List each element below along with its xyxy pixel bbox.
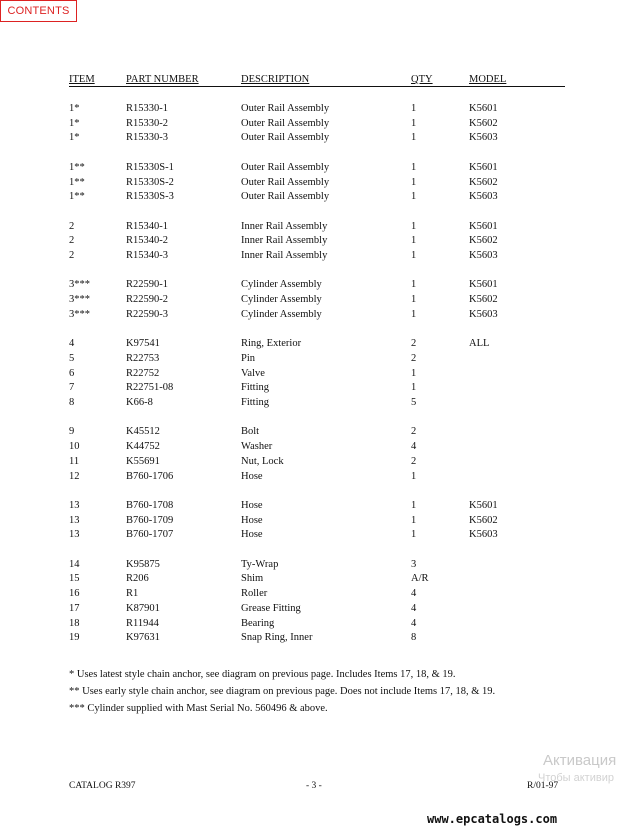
activation-watermark-subtitle: Чтобы активир <box>538 772 614 784</box>
cell-desc: Outer Rail Assembly <box>241 191 330 203</box>
cell-desc: Cylinder Assembly <box>241 294 322 306</box>
footnote-3: *** Cylinder supplied with Mast Serial No. 560496 & above. <box>69 703 328 714</box>
cell-desc: Inner Rail Assembly <box>241 250 328 261</box>
table-row <box>0 426 638 440</box>
table-row <box>0 500 638 514</box>
cell-qty: 1 <box>411 529 417 541</box>
cell-qty: 1 <box>411 161 417 173</box>
cell-part: R15330S-1 <box>126 161 174 173</box>
header-qty: QTY <box>411 74 433 85</box>
cell-desc: Inner Rail Assembly <box>241 235 328 247</box>
cell-model: K5603 <box>469 529 498 541</box>
table-row <box>0 456 638 470</box>
table-row <box>0 559 638 573</box>
cell-qty: 1 <box>411 191 417 203</box>
cell-qty: A/R <box>411 573 429 585</box>
cell-part: B760-1707 <box>126 529 174 541</box>
cell-desc: Bearing <box>241 617 275 629</box>
table-row <box>0 118 638 132</box>
cell-qty: 4 <box>411 617 417 629</box>
cell-qty: 1 <box>411 250 417 261</box>
footer-revision: R/01-97 <box>527 781 559 791</box>
header-item: ITEM <box>69 74 95 85</box>
header-divider <box>69 86 565 87</box>
cell-desc: Shim <box>241 573 264 585</box>
cell-qty: 1 <box>411 279 417 291</box>
cell-qty: 1 <box>411 514 417 526</box>
header-description: DESCRIPTION <box>241 74 310 85</box>
cell-part: R206 <box>126 573 149 585</box>
table-row <box>0 397 638 411</box>
cell-part: R15330S-2 <box>126 176 174 188</box>
cell-part: R15330-3 <box>126 132 168 144</box>
cell-model: K5603 <box>469 308 498 320</box>
cell-item: 3*** <box>69 294 90 306</box>
cell-model: K5601 <box>469 103 498 114</box>
table-row <box>0 191 638 205</box>
cell-qty: 1 <box>411 117 417 129</box>
cell-desc: Outer Rail Assembly <box>241 161 330 173</box>
cell-desc: Roller <box>241 588 268 600</box>
footer-catalog: CATALOG R397 <box>69 781 136 791</box>
cell-item: 2 <box>69 220 75 232</box>
cell-part: R15330-2 <box>126 117 168 129</box>
cell-part: R22590-3 <box>126 308 168 320</box>
cell-qty: 1 <box>411 382 417 394</box>
cell-model: K5601 <box>469 220 498 232</box>
table-row <box>0 353 638 367</box>
cell-part: R22590-2 <box>126 294 168 306</box>
cell-part: K95875 <box>126 558 160 570</box>
cell-model: K5602 <box>469 514 498 526</box>
header-model: MODEL <box>469 74 507 85</box>
cell-item: 17 <box>69 602 80 614</box>
table-row <box>0 235 638 249</box>
cell-desc: Washer <box>241 441 273 453</box>
table-row <box>0 368 638 382</box>
cell-desc: Grease Fitting <box>241 602 301 614</box>
cell-qty: 1 <box>411 499 417 511</box>
footnotes <box>69 666 495 717</box>
cell-desc: Snap Ring, Inner <box>241 632 313 644</box>
cell-item: 8 <box>69 397 75 408</box>
cell-desc: Cylinder Assembly <box>241 279 322 291</box>
table-row <box>0 177 638 191</box>
cell-qty: 4 <box>411 602 417 614</box>
cell-part: R15340-1 <box>126 220 168 232</box>
cell-qty: 1 <box>411 294 417 306</box>
cell-part: K97631 <box>126 632 160 644</box>
cell-model: K5601 <box>469 499 498 511</box>
cell-part: K87901 <box>126 602 160 614</box>
cell-part: R15340-2 <box>126 235 168 247</box>
cell-part: R15330S-3 <box>126 191 174 203</box>
cell-part: R22753 <box>126 352 160 364</box>
table-row <box>0 132 638 146</box>
footnote-2: ** Uses early style chain anchor, see diagram on previous page. Does not include Items 17, 18, & 19. <box>69 686 496 697</box>
table-row <box>0 309 638 323</box>
table-row <box>0 529 638 543</box>
site-url[interactable]: www.epcatalogs.com <box>427 812 558 826</box>
cell-item: 16 <box>69 588 80 600</box>
cell-model: K5602 <box>469 294 498 306</box>
cell-desc: Bolt <box>241 426 260 438</box>
cell-desc: Hose <box>241 499 263 511</box>
table-row <box>0 573 638 587</box>
cell-desc: Cylinder Assembly <box>241 308 322 320</box>
cell-item: 1** <box>69 176 85 188</box>
table-row <box>0 338 638 352</box>
table-row <box>0 471 638 485</box>
cell-item: 1* <box>69 103 80 114</box>
cell-qty: 1 <box>411 470 417 482</box>
cell-desc: Ty-Wrap <box>241 558 279 570</box>
table-row <box>0 603 638 617</box>
cell-qty: 2 <box>411 426 417 438</box>
table-row <box>0 618 638 632</box>
cell-desc: Fitting <box>241 382 270 394</box>
cell-desc: Valve <box>241 367 265 379</box>
table-row <box>0 588 638 602</box>
cell-desc: Outer Rail Assembly <box>241 117 330 129</box>
cell-item: 1* <box>69 117 80 129</box>
cell-qty: 2 <box>411 455 417 467</box>
table-row <box>0 162 638 176</box>
cell-qty: 5 <box>411 397 417 408</box>
cell-desc: Pin <box>241 352 256 364</box>
table-row <box>0 382 638 396</box>
cell-qty: 8 <box>411 632 417 644</box>
cell-qty: 4 <box>411 441 417 453</box>
cell-model: ALL <box>469 338 490 350</box>
cell-item: 1** <box>69 191 85 203</box>
cell-part: R22751-08 <box>126 382 174 394</box>
cell-item: 12 <box>69 470 80 482</box>
cell-item: 1** <box>69 161 85 173</box>
cell-item: 1* <box>69 132 80 144</box>
cell-item: 6 <box>69 367 75 379</box>
cell-model: K5602 <box>469 117 498 129</box>
cell-qty: 1 <box>411 132 417 144</box>
cell-part: K55691 <box>126 455 160 467</box>
cell-item: 14 <box>69 558 80 570</box>
cell-desc: Outer Rail Assembly <box>241 176 330 188</box>
cell-part: R11944 <box>126 617 159 629</box>
cell-item: 9 <box>69 426 75 438</box>
cell-desc: Nut, Lock <box>241 455 284 467</box>
cell-item: 19 <box>69 632 80 644</box>
cell-qty: 4 <box>411 588 417 600</box>
cell-qty: 1 <box>411 367 417 379</box>
cell-part: K66-8 <box>126 397 153 408</box>
cell-part: B760-1708 <box>126 499 174 511</box>
cell-item: 3*** <box>69 308 90 320</box>
cell-model: K5602 <box>469 235 498 247</box>
cell-model: K5602 <box>469 176 498 188</box>
cell-model: K5601 <box>469 279 498 291</box>
footnote-1: * Uses latest style chain anchor, see diagram on previous page. Includes Items 17, 18, & 19. <box>69 669 456 680</box>
cell-item: 13 <box>69 514 80 526</box>
cell-part: R22590-1 <box>126 279 168 291</box>
cell-qty: 1 <box>411 176 417 188</box>
table-row <box>0 221 638 235</box>
table-row <box>0 515 638 529</box>
cell-item: 2 <box>69 250 75 261</box>
cell-desc: Outer Rail Assembly <box>241 103 330 114</box>
cell-item: 15 <box>69 573 80 585</box>
table-row <box>0 294 638 308</box>
cell-desc: Inner Rail Assembly <box>241 220 328 232</box>
cell-model: K5603 <box>469 191 498 203</box>
cell-item: 11 <box>69 455 80 467</box>
cell-item: 7 <box>69 382 75 394</box>
cell-model: K5603 <box>469 132 498 144</box>
cell-part: R1 <box>126 588 139 600</box>
cell-qty: 1 <box>411 308 417 320</box>
cell-desc: Hose <box>241 529 263 541</box>
contents-button[interactable]: CONTENTS <box>0 0 77 22</box>
cell-qty: 3 <box>411 558 417 570</box>
cell-model: K5603 <box>469 250 498 261</box>
cell-part: K97541 <box>126 338 160 350</box>
cell-qty: 1 <box>411 235 417 247</box>
cell-part: R15340-3 <box>126 250 168 261</box>
cell-item: 3*** <box>69 279 90 291</box>
header-part-number: PART NUMBER <box>126 74 199 85</box>
cell-qty: 2 <box>411 352 417 364</box>
cell-desc: Outer Rail Assembly <box>241 132 330 144</box>
cell-item: 13 <box>69 499 80 511</box>
cell-qty: 2 <box>411 338 417 350</box>
cell-model: K5601 <box>469 161 498 173</box>
table-row <box>0 103 638 117</box>
cell-desc: Hose <box>241 514 263 526</box>
cell-desc: Hose <box>241 470 263 482</box>
cell-part: B760-1706 <box>126 470 174 482</box>
cell-item: 4 <box>69 338 75 350</box>
table-row <box>0 250 638 264</box>
table-row <box>0 441 638 455</box>
cell-item: 5 <box>69 352 75 364</box>
cell-item: 10 <box>69 441 80 453</box>
footer-page-number: - 3 - <box>306 781 322 791</box>
cell-part: B760-1709 <box>126 514 174 526</box>
cell-desc: Ring, Exterior <box>241 338 302 350</box>
cell-part: R15330-1 <box>126 103 168 114</box>
cell-qty: 1 <box>411 103 417 114</box>
cell-desc: Fitting <box>241 397 270 408</box>
table-row <box>0 632 638 646</box>
cell-item: 2 <box>69 235 75 247</box>
cell-item: 18 <box>69 617 80 629</box>
cell-part: R22752 <box>126 367 160 379</box>
cell-part: K44752 <box>126 441 160 453</box>
cell-item: 13 <box>69 529 80 541</box>
activation-watermark-title: Активация <box>543 752 617 769</box>
cell-part: K45512 <box>126 426 160 438</box>
cell-qty: 1 <box>411 220 417 232</box>
table-row <box>0 279 638 293</box>
